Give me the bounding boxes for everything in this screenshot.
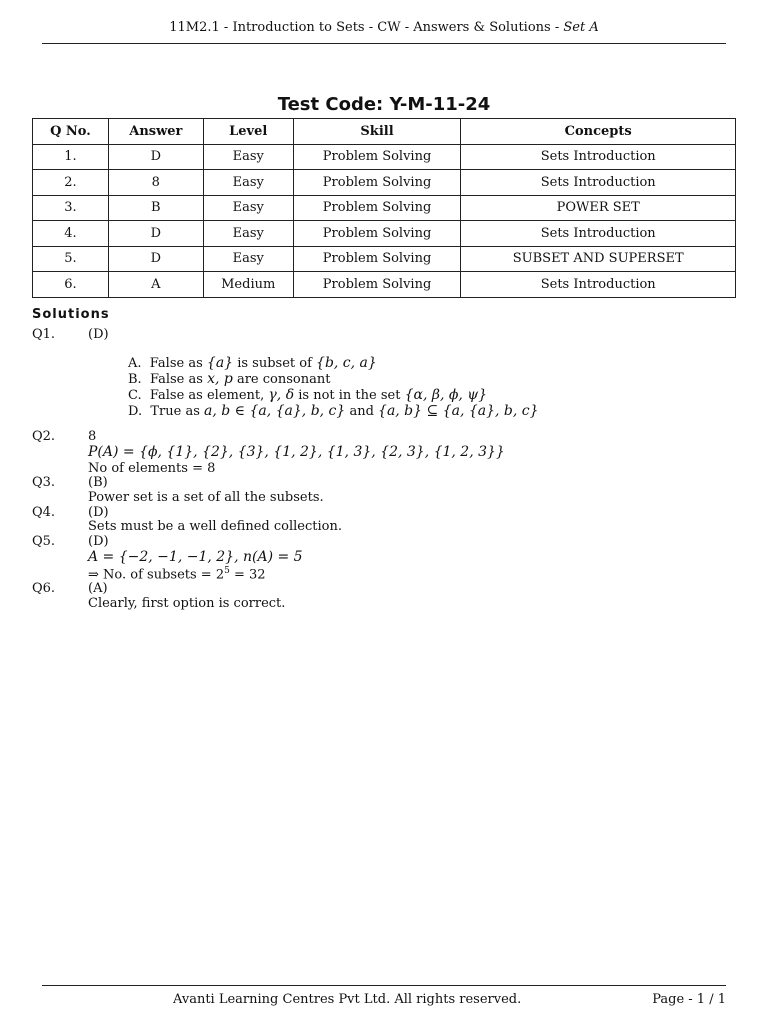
option-math: {a, b} ⊆ {a, {a}, b, c} (378, 403, 539, 419)
option-math: {α, β, ϕ, ψ} (404, 387, 488, 403)
option-text: is subset of (233, 356, 317, 371)
option-text: False as element, (149, 388, 269, 403)
cell-qno: 4. (33, 221, 109, 247)
q3-number: Q3. (32, 475, 56, 490)
cell-concepts: POWER SET (461, 195, 736, 221)
option-label: C. (128, 388, 142, 403)
cell-qno: 6. (33, 272, 109, 298)
header-set: Set A (563, 20, 599, 35)
cell-level: Easy (203, 246, 293, 272)
q1-option-c (128, 387, 487, 403)
col-header-level: Level (203, 119, 293, 145)
q5-set-math: A = {−2, −1, −1, 2}, n(A) = 5 (88, 549, 303, 565)
q3-explanation: Power set is a set of all the subsets. (88, 490, 324, 505)
cell-answer: B (108, 195, 203, 221)
q6-number: Q6. (32, 581, 56, 596)
cell-level: Medium (203, 272, 293, 298)
cell-skill: Problem Solving (293, 272, 461, 298)
q5-exponent: 5 (224, 566, 230, 576)
table-row (33, 195, 736, 221)
q4-answer: (D) (88, 505, 109, 520)
table-row (33, 144, 736, 170)
cell-concepts: Sets Introduction (461, 272, 736, 298)
q4-number: Q4. (32, 505, 56, 520)
q5-number: Q5. (32, 534, 56, 549)
cell-skill: Problem Solving (293, 144, 461, 170)
q2-number: Q2. (32, 429, 56, 444)
cell-qno: 5. (33, 246, 109, 272)
cell-level: Easy (203, 144, 293, 170)
option-text: False as (149, 356, 207, 371)
option-label: A. (128, 356, 142, 371)
cell-qno: 2. (33, 170, 109, 196)
option-math: {b, c, a} (316, 355, 377, 371)
q1-option-b (128, 371, 330, 387)
answer-key-table (32, 118, 736, 298)
q6-answer: (A) (88, 581, 108, 596)
cell-level: Easy (203, 195, 293, 221)
option-math: {a} (206, 355, 234, 371)
header-text: 11M2.1 - Introduction to Sets - CW - Answers & Solutions - (169, 20, 564, 35)
table-row (33, 170, 736, 196)
cell-concepts: SUBSET AND SUPERSET (461, 246, 736, 272)
cell-concepts: Sets Introduction (461, 170, 736, 196)
q2-answer: 8 (88, 429, 97, 444)
cell-answer: D (108, 144, 203, 170)
option-text: is not in the set (294, 388, 405, 403)
cell-concepts: Sets Introduction (461, 221, 736, 247)
table-header-row (33, 119, 736, 145)
col-header-qno: Q No. (33, 119, 109, 145)
table-row (33, 272, 736, 298)
q6-explanation: Clearly, first option is correct. (88, 596, 286, 611)
option-label: B. (128, 372, 142, 387)
table-row (33, 246, 736, 272)
option-text: False as (149, 372, 208, 387)
q5-subsets-result: = 32 (229, 567, 266, 583)
cell-skill: Problem Solving (293, 170, 461, 196)
solutions-heading: Solutions (32, 307, 110, 322)
table-row (33, 221, 736, 247)
cell-skill: Problem Solving (293, 195, 461, 221)
cell-qno: 3. (33, 195, 109, 221)
header-rule (42, 43, 726, 44)
option-math: γ, δ (268, 387, 295, 403)
option-math: a, b ∈ {a, {a}, b, c} (204, 403, 346, 419)
q1-option-a (128, 355, 377, 371)
cell-level: Easy (203, 170, 293, 196)
col-header-answer: Answer (108, 119, 203, 145)
option-text: and (345, 404, 379, 419)
col-header-skill: Skill (293, 119, 461, 145)
cell-level: Easy (203, 221, 293, 247)
option-label: D. (128, 404, 143, 419)
footer-rule (42, 985, 726, 986)
cell-skill: Problem Solving (293, 246, 461, 272)
col-header-concepts: Concepts (461, 119, 736, 145)
option-text: True as (150, 404, 204, 419)
q1-answer: (D) (88, 327, 109, 342)
footer-page-number: Page - 1 / 1 (652, 992, 726, 1007)
cell-answer: A (108, 272, 203, 298)
cell-skill: Problem Solving (293, 221, 461, 247)
q3-answer: (B) (88, 475, 108, 490)
q5-subsets-text: ⇒ No. of subsets = 2 (88, 567, 225, 583)
option-math: x, p (207, 371, 233, 387)
q2-power-set-math: P(A) = {ϕ, {1}, {2}, {3}, {1, 2}, {1, 3}, {2, 3}, {1, 2, 3}} (88, 444, 505, 460)
footer-copyright: Avanti Learning Centres Pvt Ltd. All rights reserved. (173, 992, 522, 1007)
page-header (0, 20, 768, 35)
q1-option-d (128, 403, 539, 419)
q5-subsets-line (88, 566, 266, 582)
option-text: are consonant (232, 372, 331, 387)
cell-qno: 1. (33, 144, 109, 170)
cell-answer: D (108, 246, 203, 272)
cell-concepts: Sets Introduction (461, 144, 736, 170)
q4-explanation: Sets must be a well defined collection. (88, 519, 342, 534)
q5-answer: (D) (88, 534, 109, 549)
cell-answer: D (108, 221, 203, 247)
test-code-title: Test Code: Y-M-11-24 (277, 94, 491, 115)
q2-elements-line: No of elements = 8 (88, 461, 216, 476)
q1-number: Q1. (32, 327, 56, 342)
cell-answer: 8 (108, 170, 203, 196)
